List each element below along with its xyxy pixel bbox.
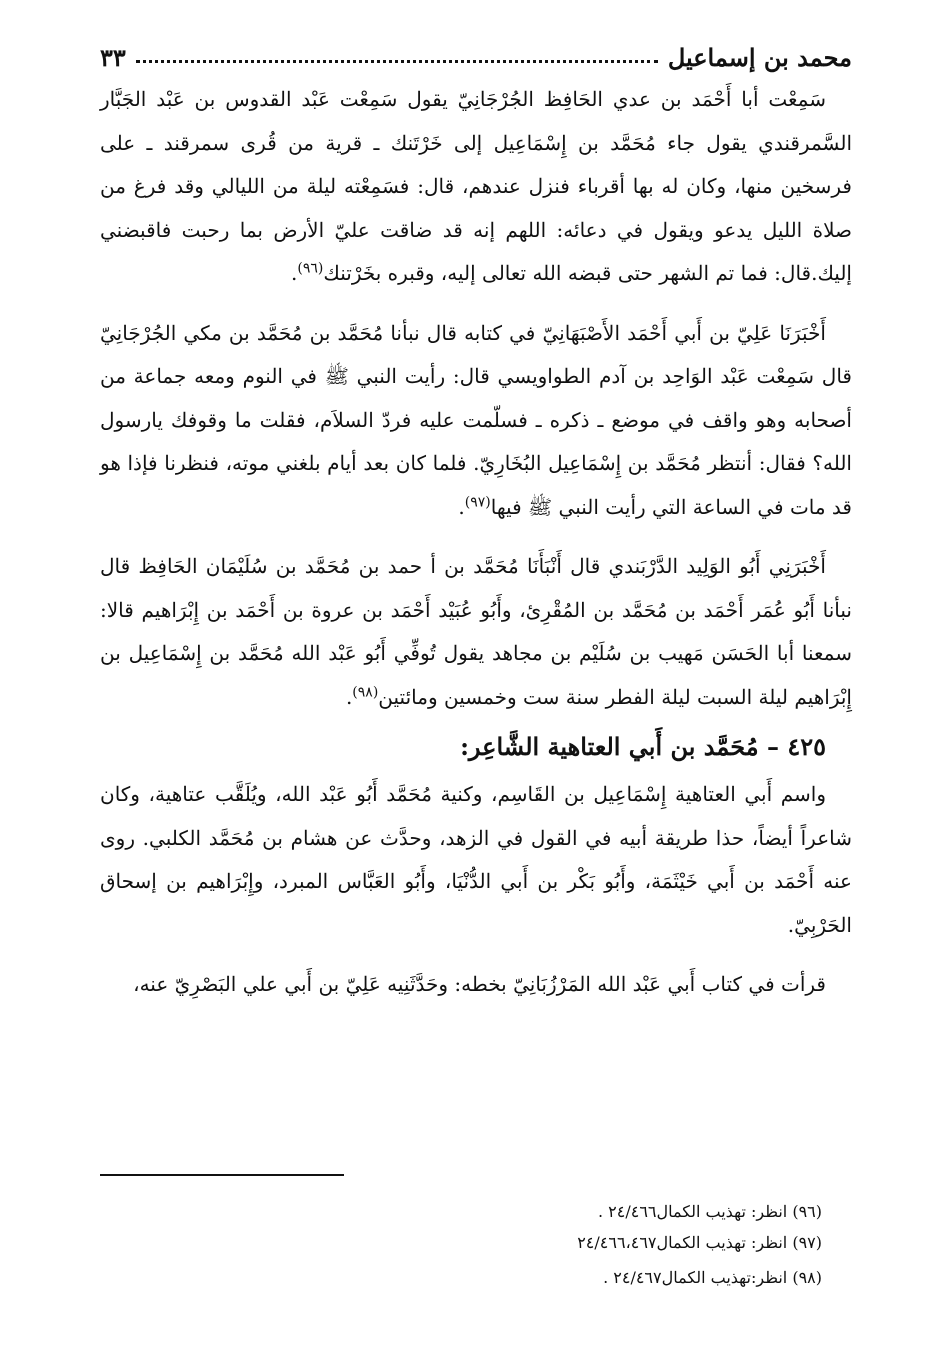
paragraph-1: سَمِعْت أبا أَحْمَد بن عدي الحَافِظ الجُرْجَانِيّ يقول سَمِعْت عَبْد القدوس بن عَبْد الجَبَّار السَّمرقندي يقول جاء مُحَمَّد بن إِسْمَاعِيل إلى خَرْتَنك ـ قرية من قُرى سمرقند ـ على فرسخين منها، وكان له بها أقرباء فنزل عندهم، قال: فسَمِعْته ليلة من الليالي وقد فرغ من صلاة الليل يدعو ويقول في دعائه: اللهم إنه قد ضاقت عليّ الأرض بما رحبت فاقبضني إليك.قال: فما تم الشهر حتى قبضه الله تعالى إليه، وقبره بخَرْتنك$^{(٩٦)}$. — [100, 87, 852, 285]
footnote-ref-96: (٩٦) — [297, 260, 324, 277]
paragraph-2: أَخْبَرَنَا عَلِيّ بن أَبي أَحْمَد الأَصْبَهَانِيّ في كتابه قال نبأنا مُحَمَّد بن مُحَمَّد بن مكي الجُرْجَانِيّ قال سَمِعْت عَبْد الوَاحِد بن آدم الطواويسي قال: رأيت النبي ﷺ في النوم ومعه جماعة من أصحابه وهو واقف في موضع ـ ذكره ـ فسلّمت عليه فردّ السلاَم، فقلت ما وقوفك يارسول الله؟ فقال: أنتظر مُحَمَّد بن إِسْمَاعِيل البُخَارِيّ. فلما كان بعد أيام بلغني موته، فنظرنا فإذا هو قد مات في الساعة التي رأيت النبي ﷺ فيها$^{(٩٧)}$. — [100, 320, 852, 519]
entry-heading: ٤٢٥ – مُحَمَّد بن أَبي العتاهية الشَّاعِر: — [460, 732, 826, 761]
footnote-97: (٩٧) انظر: تهذيب الكمال٢٤/٤٦٦،٤٦٧ — [577, 1233, 822, 1252]
footnote-separator — [100, 1174, 344, 1176]
footnotes — [100, 1196, 852, 1293]
paragraph-2-text: أَخْبَرَنَا عَلِيّ بن أَبي أَحْمَد الأَصْبَهَانِيّ في كتابه قال نبأنا مُحَمَّد بن مُحَمَّد بن مكي الجُرْجَانِيّ قال سَمِعْت عَبْد الوَاحِد بن آدم الطواويسي قال: رأيت النبي ﷺ في النوم ومعه جماعة من أصحابه وهو واقف في موضع ـ ذكره ـ فسلّمت عليه فردّ السلاَم، فقلت ما وقوفك يارسول الله؟ فقال: أنتظر مُحَمَّد بن إِسْمَاعِيل البُخَارِيّ. فلما كان بعد أيام بلغني موته، فنظرنا فإذا هو قد مات في الساعة التي رأيت النبي ﷺ فيها — [100, 320, 852, 519]
book-page — [100, 28, 852, 1007]
entry-paragraph-2: قرأت في كتاب أَبي عَبْد الله المَرْزُبَانِيّ بخطه: وحَدَّثَنِيه عَلِيّ بن أَبي علي البَصْرِيّ عنه، — [133, 972, 826, 996]
paragraph-3-text: أَخْبَرَنِي أَبُو الوَلِيد الدَّرْبَندي قال أَنْبَأَنَا مُحَمَّد بن أ حمد بن مُحَمَّد بن سُلَيْمَان الحَافِظ قال نبأنا أَبُو عُمَر أَحْمَد بن مُحَمَّد بن المُقْرِئ، وأَبُو عُبَيْد أَحْمَد بن عروة بن أَحْمَد بن إِبْرَاهيم قالا: سمعنا أبا الحَسَن مَهيب بن سُلَيْم بن مجاهد يقول تُوفِّي أَبُو عَبْد الله مُحَمَّد بن إِسْمَاعِيل بن إِبْرَاهيم ليلة السبت ليلة الفطر سنة ست وخمسين ومائتين — [100, 554, 852, 709]
paragraph-3: أَخْبَرَنِي أَبُو الوَلِيد الدَّرْبَندي قال أَنْبَأَنَا مُحَمَّد بن أ حمد بن مُحَمَّد بن سُلَيْمَان الحَافِظ قال نبأنا أَبُو عُمَر أَحْمَد بن مُحَمَّد بن المُقْرِئ، وأَبُو عُبَيْد أَحْمَد بن عروة بن أَحْمَد بن إِبْرَاهيم قالا: سمعنا أبا الحَسَن مَهيب بن سُلَيْم بن مجاهد يقول تُوفِّي أَبُو عَبْد الله مُحَمَّد بن إِسْمَاعِيل بن إِبْرَاهيم ليلة السبت ليلة الفطر سنة ست وخمسين ومائتين$^{(٩٨)}$. — [100, 554, 852, 709]
entry-paragraph-1: واسم أَبي العتاهية إِسْمَاعِيل بن القَاسِم، وكنية مُحَمَّد أَبُو عَبْد الله، ويُلَقَّب عتاهية، وكان شاعراً أيضاً، حذا طريقة أبيه في القول في الزهد، وحدَّث عن هشام بن مُحَمَّد الكلبي. روى عنه أَحْمَد بن أَبي خَيْثَمَة، وأَبُو بَكْر بن أَبي الدُّنْيَا، وأَبُو العَبَّاس المبرد، وإِبْرَاهيم بن إسحاق الحَرْبِيّ. — [100, 782, 852, 937]
header-title: محمد بن إسماعيل — [667, 43, 852, 72]
footnote-98: (٩٨) انظر:تهذيب الكمال٢٤/٤٦٧ . — [603, 1268, 822, 1287]
footnote-96: (٩٦) انظر: تهذيب الكمال٢٤/٤٦٦ . — [597, 1202, 822, 1221]
paragraph-1-text: سَمِعْت أبا أَحْمَد بن عدي الحَافِظ الجُرْجَانِيّ يقول سَمِعْت عَبْد القدوس بن عَبْد الجَبَّار السَّمرقندي يقول جاء مُحَمَّد بن إِسْمَاعِيل إلى خَرْتَنك ـ قرية من قُرى سمرقند ـ على فرسخين منها، وكان له بها أقرباء فنزل عندهم، قال: فسَمِعْته ليلة من الليالي وقد فرغ من صلاة الليل يدعو ويقول في دعائه: اللهم إنه قد ضاقت عليّ الأرض بما رحبت فاقبضني إليك.قال: فما تم الشهر حتى قبضه الله تعالى إليه، وقبره بخَرْتنك — [100, 87, 852, 285]
footnote-ref-97: (٩٧) — [464, 493, 491, 510]
footnote-ref-98: (٩٨) — [352, 683, 379, 700]
running-header — [100, 28, 852, 72]
page-number: ٣٣ — [100, 43, 126, 72]
header-dot-leader — [136, 59, 658, 63]
